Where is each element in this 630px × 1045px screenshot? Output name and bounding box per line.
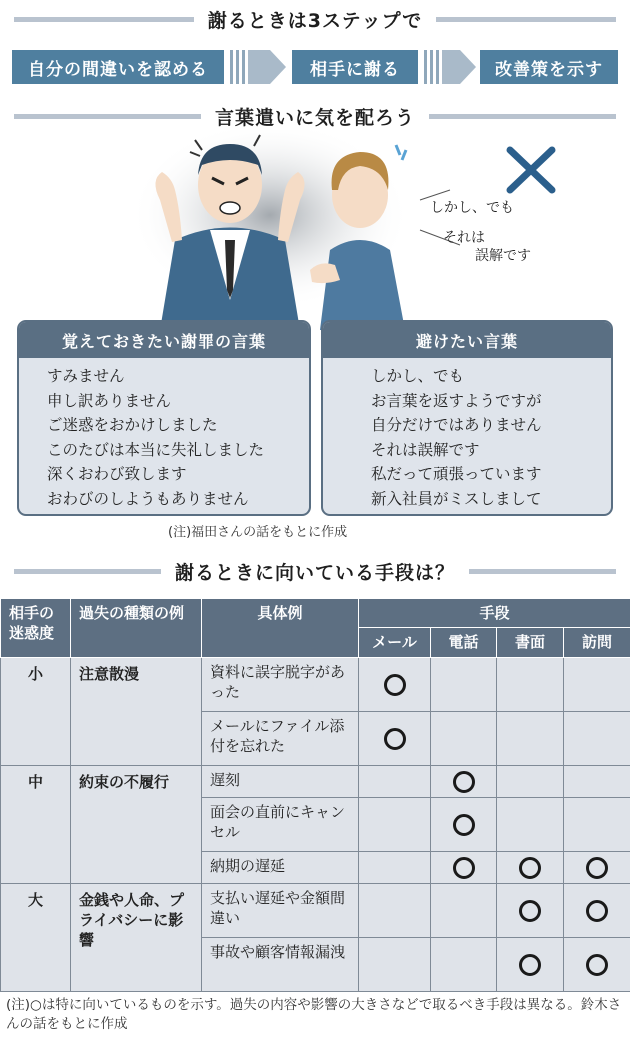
title-rule-right xyxy=(429,114,616,119)
mark-cell xyxy=(431,766,497,798)
mark-cell xyxy=(497,852,564,884)
list-item: それは誤解です xyxy=(371,440,480,459)
mark-cell xyxy=(431,712,497,766)
step-3: 改善策を示す xyxy=(480,50,618,84)
header-severity: 相手の迷惑度 xyxy=(1,599,71,658)
mark-cell xyxy=(431,852,497,884)
mark-cell xyxy=(359,852,431,884)
header-document: 書面 xyxy=(497,628,564,658)
example-cell: 面会の直前にキャンセル xyxy=(202,798,359,852)
steps-flow xyxy=(12,50,618,84)
recommended-circle-icon xyxy=(586,857,608,879)
example-cell: メールにファイル添付を忘れた xyxy=(202,712,359,766)
cross-mark-icon xyxy=(510,150,552,190)
mark-cell xyxy=(359,658,431,712)
header-kind: 過失の種類の例 xyxy=(71,599,202,658)
mark-cell xyxy=(564,712,630,766)
note-source-1: (注)福田さんの話をもとに作成 xyxy=(168,525,348,540)
avoid-words-title: 避けたい言葉 xyxy=(323,322,611,358)
section-title-steps xyxy=(0,4,630,34)
example-cell: 事故や顧客情報漏洩 xyxy=(202,938,359,992)
table-row xyxy=(1,884,630,938)
mark-cell xyxy=(431,798,497,852)
example-cell: 支払い遅延や金額間違い xyxy=(202,884,359,938)
mark-cell xyxy=(359,798,431,852)
section-title-text: 謝るときに向いている手段は？ xyxy=(175,561,456,584)
kind-cell: 約束の不履行 xyxy=(71,766,202,884)
mark-cell xyxy=(564,884,630,938)
mark-cell xyxy=(359,938,431,992)
mark-cell xyxy=(564,766,630,798)
severity-cell: 小 xyxy=(1,658,71,766)
list-item: ご迷惑をおかけしました xyxy=(47,416,218,435)
mark-cell xyxy=(564,658,630,712)
title-rule-left xyxy=(14,17,194,22)
title-rule-left xyxy=(14,569,161,574)
severity-cell: 中 xyxy=(1,766,71,884)
title-rule-right xyxy=(469,569,616,574)
speech-text-3: 誤解です xyxy=(475,248,531,264)
apology-illustration xyxy=(120,130,620,330)
title-rule-left xyxy=(14,114,201,119)
list-item: しかし、でも xyxy=(371,367,465,385)
header-mail: メール xyxy=(359,628,431,658)
severity-cell: 大 xyxy=(1,884,71,992)
mark-cell xyxy=(497,712,564,766)
step-arrow-1 xyxy=(230,50,286,84)
recommended-circle-icon xyxy=(453,814,475,836)
recommended-circle-icon xyxy=(384,674,406,696)
example-cell: 納期の遅延 xyxy=(202,852,359,884)
avoid-words-box xyxy=(321,320,613,516)
list-item: 私だって頑張っています xyxy=(371,465,542,484)
note-source-2: (注)○は特に向いているものを示す。過失の内容や影響の大きさなどで取るべき手段は異なる。鈴木さんの話をもとに作成 xyxy=(6,997,622,1032)
title-rule-right xyxy=(436,17,616,22)
avoid-words-list xyxy=(323,358,611,512)
mark-cell xyxy=(497,766,564,798)
recommended-circle-icon xyxy=(519,857,541,879)
list-item: 新入社員がミスしまして xyxy=(371,489,542,508)
mark-cell xyxy=(497,798,564,852)
section-title-text: 言葉遣いに気を配ろう xyxy=(215,106,416,129)
example-cell: 遅刻 xyxy=(202,766,359,798)
header-means: 手段 xyxy=(359,599,630,628)
section-title-means xyxy=(0,556,630,586)
recommended-circle-icon xyxy=(453,857,475,879)
list-item: すみません xyxy=(47,367,125,385)
table-row xyxy=(1,658,630,712)
mark-cell xyxy=(431,884,497,938)
speech-text-2: それは xyxy=(443,230,485,246)
mark-cell xyxy=(431,658,497,712)
step-1: 自分の間違いを認める xyxy=(12,50,224,84)
step-2: 相手に謝る xyxy=(292,50,418,84)
good-words-title: 覚えておきたい謝罪の言葉 xyxy=(19,322,309,358)
mark-cell xyxy=(431,938,497,992)
header-example: 具体例 xyxy=(202,599,359,658)
apology-means-table xyxy=(0,598,630,992)
recommended-circle-icon xyxy=(384,728,406,750)
mark-cell xyxy=(359,884,431,938)
mark-cell xyxy=(497,884,564,938)
mark-cell xyxy=(564,938,630,992)
kind-cell: 金銭や人命、プライバシーに影響 xyxy=(71,884,202,992)
header-phone: 電話 xyxy=(431,628,497,658)
list-item: 深くおわび致します xyxy=(47,465,187,484)
table-row xyxy=(1,766,630,798)
mark-cell xyxy=(359,712,431,766)
mark-cell xyxy=(359,766,431,798)
mark-cell xyxy=(497,938,564,992)
list-item: このたびは本当に失礼しました xyxy=(47,440,265,459)
list-item: 自分だけではありません xyxy=(371,416,542,435)
mark-cell xyxy=(564,798,630,852)
list-item: おわびのしようもありません xyxy=(47,489,249,508)
header-visit: 訪問 xyxy=(564,628,630,658)
recommended-circle-icon xyxy=(519,954,541,976)
section-title-words xyxy=(0,101,630,131)
example-cell: 資料に誤字脱字があった xyxy=(202,658,359,712)
step-arrow-2 xyxy=(424,50,476,84)
recommended-circle-icon xyxy=(519,900,541,922)
good-words-box xyxy=(17,320,311,516)
recommended-circle-icon xyxy=(586,954,608,976)
list-item: お言葉を返すようですが xyxy=(371,391,542,410)
kind-cell: 注意散漫 xyxy=(71,658,202,766)
mark-cell xyxy=(564,852,630,884)
list-item: 申し訳ありません xyxy=(47,391,172,410)
recommended-circle-icon xyxy=(586,900,608,922)
good-words-list xyxy=(19,358,309,512)
section-title-text: 謝るときは3ステップで xyxy=(207,9,423,32)
speech-text-1: しかし、でも xyxy=(430,200,514,216)
recommended-circle-icon xyxy=(453,771,475,793)
mark-cell xyxy=(497,658,564,712)
